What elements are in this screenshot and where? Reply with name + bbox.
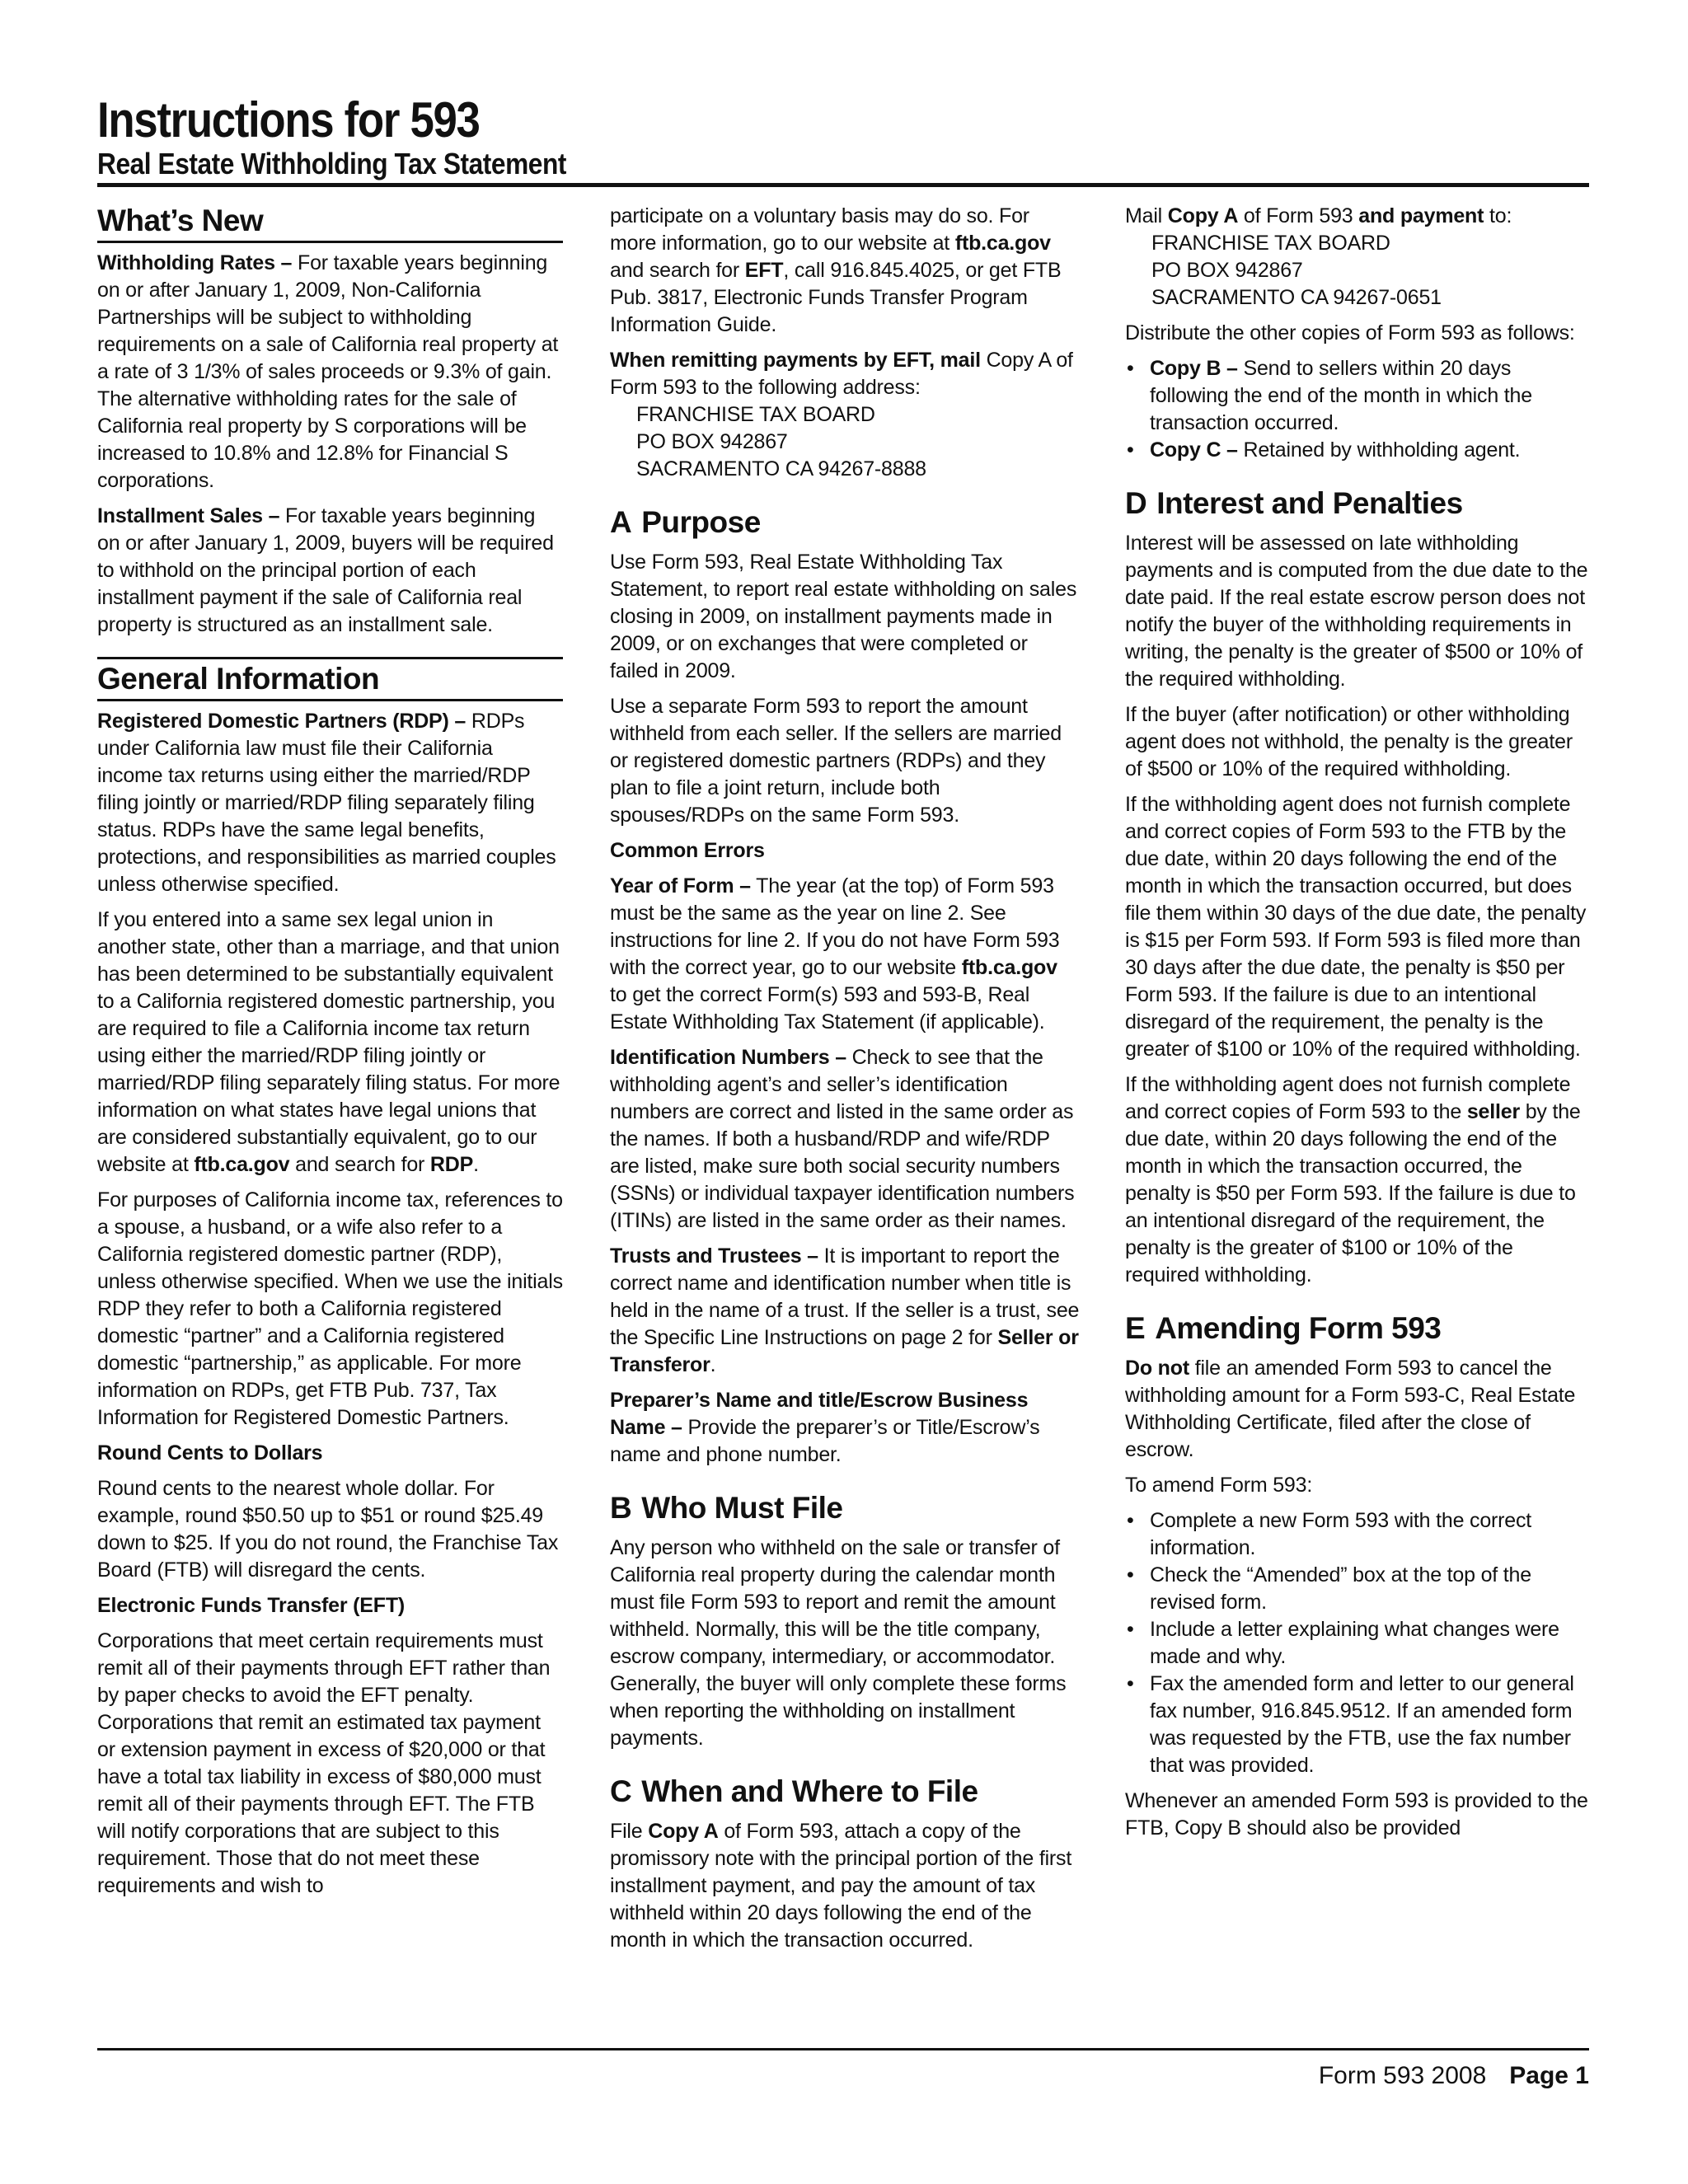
mail-copy-a-paragraph — [1125, 203, 1591, 230]
identification-numbers-paragraph — [610, 1044, 1080, 1235]
rdp-legal-union-mid: and search for — [289, 1153, 430, 1176]
and-payment-label: and payment — [1358, 204, 1484, 227]
when-where-text: File — [610, 1820, 649, 1843]
mail-mid: of Form 593 — [1238, 204, 1359, 227]
column-left — [97, 203, 563, 1908]
section-letter: E — [1125, 1311, 1146, 1345]
eft-mail-paragraph — [610, 347, 1080, 401]
section-title: When and Where to File — [641, 1774, 978, 1808]
address-line: PO BOX 942867 — [1151, 259, 1303, 282]
bullet-icon: • — [1127, 438, 1134, 462]
withholding-rates-label: Withholding Rates – — [97, 251, 293, 274]
trusts-end: . — [710, 1353, 716, 1376]
interest-p4-text: If the withholding agent does not furnish complete and correct copies of Form 593 to the — [1125, 1073, 1571, 1123]
address-line: FRANCHISE TAX BOARD — [1151, 232, 1390, 255]
amending-text: file an amended Form 593 to cancel the withholding amount for a Form 593-C, Real Estate Withholding Certificate, filed after the close of escrow. — [1125, 1357, 1576, 1461]
bullet-icon: • — [1127, 1672, 1134, 1695]
list-item-text: Fax the amended form and letter to our general fax number, 916.845.9512. If an amended form was requested by the FTB, use the fax number that was provided. — [1150, 1672, 1574, 1777]
copy-c-label: Copy C – — [1150, 438, 1238, 462]
bullet-icon: • — [1127, 1618, 1134, 1641]
identification-numbers-text: Check to see that the withholding agent’s and seller’s identification numbers are correct and listed in the same order as the names. If both a husband/RDP and wife/RDP are listed, make sure both social security numbers (SSNs) or individual taxpayer identification numbers (ITINs) are listed in the same order as their names. — [610, 1046, 1075, 1232]
round-cents-heading: Round Cents to Dollars — [97, 1441, 323, 1465]
section-a-heading — [610, 504, 1080, 541]
rdp-label: Registered Domestic Partners (RDP) – — [97, 710, 467, 733]
preparer-paragraph — [610, 1387, 1080, 1469]
payment-mailing-address — [1151, 230, 1591, 312]
common-errors-heading: Common Errors — [610, 839, 765, 862]
whats-new-heading: What’s New — [97, 203, 563, 243]
list-item — [1125, 1562, 1591, 1616]
form-year-label: Form 593 2008 — [1318, 2062, 1487, 2089]
withholding-rates-text: For taxable years beginning on or after January 1, 2009, Non-California Partnerships will be subject to withholding requirements on a sale of California real property at a rate of 3 1/3% of sales proceeds or 9.3% of gain. The alternative withholding rates for the sale of California real property by S corporations will be increased to 10.8% and 12.8% for Financial S corporations. — [97, 251, 559, 492]
purpose-paragraph-1: Use Form 593, Real Estate Withholding Tax Statement, to report real estate withholding on sales closing in 2009, on installment payments made in 2009, or on exchanges that were completed or failed in 2009. — [610, 551, 1077, 682]
copy-a-label: Copy A — [1167, 204, 1239, 227]
interest-paragraph-3: If the withholding agent does not furnish complete and correct copies of Form 593 to the FTB by the due date, within 20 days following the end of the month in which the transaction occurred, but does file them within 30 days of the due date, the penalty is $15 per Form 593. If Form 593 is filed more than 30 days after the due date, the penalty is $50 per Form 593. If the failure is due to an intentional disregard of the requirement, the penalty is the greater of $100 or 10% of the required withholding. — [1125, 793, 1587, 1061]
section-letter: C — [610, 1774, 632, 1808]
preparer-label: Preparer’s Name and title/Escrow Business Name – — [610, 1389, 1029, 1439]
section-title: Amending Form 593 — [1155, 1311, 1442, 1345]
copy-b-text: Send to sellers within 20 days following the end of the month in which the transaction occurred. — [1150, 357, 1532, 434]
rdp-purposes-paragraph: For purposes of California income tax, references to a spouse, a husband, or a wife also refer to a California registered domestic partner (RDP), unless otherwise specified. When we use the initials RDP they refer to both a California registered domestic “partner” and a California registered domestic “partnership,” as applicable. For more information on RDPs, get FTB Pub. 737, Tax Information for Registered Domestic Partners. — [97, 1188, 563, 1429]
section-c-heading — [610, 1774, 1080, 1810]
eft-heading: Electronic Funds Transfer (EFT) — [97, 1594, 406, 1617]
trusts-label: Trusts and Trustees – — [610, 1244, 818, 1268]
eft-mail-text: Copy A of Form 593 to the following address: — [610, 349, 1073, 399]
list-item — [1125, 437, 1591, 464]
list-item — [1125, 355, 1591, 437]
eft-continued-end: , call 916.845.4025, or get FTB Pub. 3817, Electronic Funds Transfer Program Information Guide. — [610, 259, 1062, 336]
address-line: SACRAMENTO CA 94267-0651 — [1151, 286, 1442, 309]
seller-label: seller — [1466, 1100, 1520, 1123]
year-of-form-end: to get the correct Form(s) 593 and 593-B, Real Estate Withholding Tax Statement (if applicable). — [610, 983, 1045, 1033]
withholding-rates-paragraph — [97, 250, 563, 494]
list-item — [1125, 1616, 1591, 1671]
to-amend-paragraph: To amend Form 593: — [1125, 1474, 1313, 1497]
document-subtitle: Real Estate Withholding Tax Statement — [97, 147, 567, 180]
section-d-heading — [1125, 485, 1591, 522]
mail-end: to: — [1484, 204, 1512, 227]
interest-paragraph-2: If the buyer (after notification) or other withholding agent does not withhold, the penalty is the greater of $500 or 10% of the required withholding. — [1125, 703, 1573, 780]
eft-mailing-address — [636, 401, 1080, 483]
list-item-text: Complete a new Form 593 with the correct information. — [1150, 1509, 1532, 1559]
distribute-paragraph: Distribute the other copies of Form 593 as follows: — [1125, 321, 1575, 344]
section-title: Who Must File — [641, 1491, 843, 1525]
rdp-text: RDPs under California law must file their California income tax returns using either the married/RDP filing jointly or married/RDP filing separately filing status. RDPs have the same legal benefits, protections, and responsibilities as married couples unless otherwise specified. — [97, 710, 556, 896]
interest-p4-end: by the due date, within 20 days following the end of the month in which the transaction occurred, the penalty is $50 per Form 593. If the failure is due to an intentional disregard of the requirement, the penalty is the greater of $100 or 10% of the required withholding. — [1125, 1100, 1581, 1286]
installment-sales-label: Installment Sales – — [97, 504, 280, 527]
section-letter: D — [1125, 486, 1147, 520]
when-where-end: of Form 593, attach a copy of the promissory note with the principal portion of the first installment payment, and pay the amount of tax withheld within 20 days following the end of the month in which the transaction occurred. — [610, 1820, 1072, 1952]
header-rule — [97, 183, 1589, 187]
copy-b-label: Copy B – — [1150, 357, 1238, 380]
year-of-form-text: The year (at the top) of Form 593 must be the same as the year on line 2. See instructions for line 2. If you do not have Form 593 with the correct year, go to our website — [610, 874, 1060, 979]
preparer-text: Provide the preparer’s or Title/Escrow’s name and phone number. — [610, 1416, 1040, 1466]
do-not-label: Do not — [1125, 1357, 1189, 1380]
address-line: FRANCHISE TAX BOARD — [636, 403, 875, 426]
general-information-heading: General Information — [97, 657, 563, 701]
eft-continued-text: participate on a voluntary basis may do so. For more information, go to our website at — [610, 204, 1029, 255]
bullet-icon: • — [1127, 1563, 1134, 1586]
list-item-text: Check the “Amended” box at the top of the revised form. — [1150, 1563, 1531, 1614]
interest-paragraph-1: Interest will be assessed on late withholding payments and is computed from the due date to the date paid. If the real estate escrow person does not notify the buyer of the withholding requirements in writing, the penalty is the greater of $500 or 10% of the required withholding. — [1125, 532, 1588, 691]
section-title: Interest and Penalties — [1156, 486, 1463, 520]
eft-continued-paragraph — [610, 203, 1080, 339]
copy-a-label: Copy A — [648, 1820, 719, 1843]
column-right — [1125, 203, 1591, 1850]
page-footer — [1319, 2060, 1589, 2092]
amending-paragraph-1 — [1125, 1355, 1591, 1464]
section-e-heading — [1125, 1310, 1591, 1347]
round-cents-paragraph: Round cents to the nearest whole dollar. For example, round $50.50 up to $51 or round $25.49 down to $25. If you do not round, the Franchise Tax Board (FTB) will disregard the cents. — [97, 1477, 559, 1582]
search-term: RDP — [429, 1153, 474, 1176]
rdp-legal-union-text: If you entered into a same sex legal union in another state, other than a marriage, and that union has been determined to be substantially equivalent to a California registered domestic partnership, you are required to file a California income tax return using either the married/RDP filing jointly or married/RDP filing separately filing status. For more information on what states have legal unions that are considered substantially equivalent, go to our website at — [97, 908, 560, 1176]
column-middle — [610, 203, 1080, 1962]
year-of-form-paragraph — [610, 873, 1080, 1036]
rdp-legal-union-end: . — [473, 1153, 479, 1176]
installment-sales-paragraph — [97, 503, 563, 639]
list-item — [1125, 1671, 1591, 1779]
search-term: EFT — [744, 259, 784, 282]
bullet-icon: • — [1127, 357, 1134, 380]
footer-rule — [97, 2048, 1589, 2050]
amended-copy-b-paragraph: Whenever an amended Form 593 is provided to the FTB, Copy B should also be provided — [1125, 1789, 1588, 1840]
amend-steps-list — [1125, 1507, 1591, 1779]
copy-c-text: Retained by withholding agent. — [1237, 438, 1521, 462]
who-must-file-paragraph: Any person who withheld on the sale or transfer of California real property during the calendar month must file Form 593 to report and remit the amount withheld. Normally, this will be the title company, escrow company, intermediary, or accommodator. Generally, the buyer will only complete these forms when reporting the withholding on installment payments. — [610, 1536, 1067, 1750]
identification-numbers-label: Identification Numbers – — [610, 1046, 846, 1069]
mail-text: Mail — [1125, 204, 1168, 227]
interest-paragraph-4 — [1125, 1071, 1591, 1289]
copies-list — [1125, 355, 1591, 464]
trusts-text: It is important to report the correct name and identification number when title is held in the name of a trust. If the seller is a trust, see the Specific Line Instructions on page 2 for — [610, 1244, 1080, 1349]
trusts-paragraph — [610, 1243, 1080, 1379]
website-link[interactable]: ftb.ca.gov — [961, 956, 1057, 979]
address-line: SACRAMENTO CA 94267-8888 — [636, 457, 926, 480]
purpose-paragraph-2: Use a separate Form 593 to report the amount withheld from each seller. If the sellers are married or registered domestic partners (RDPs) and they plan to file a joint return, include both spouses/RDPs on the same Form 593. — [610, 695, 1062, 827]
list-item-text: Include a letter explaining what changes were made and why. — [1150, 1618, 1559, 1668]
address-line: PO BOX 942867 — [636, 430, 788, 453]
section-letter: B — [610, 1491, 632, 1525]
section-title: Purpose — [641, 505, 761, 539]
list-item — [1125, 1507, 1591, 1562]
eft-continued-mid: and search for — [610, 259, 745, 282]
year-of-form-label: Year of Form – — [610, 874, 751, 898]
section-letter: A — [610, 505, 632, 539]
section-b-heading — [610, 1490, 1080, 1526]
eft-mail-label: When remitting payments by EFT, mail — [610, 349, 981, 372]
rdp-paragraph — [97, 708, 563, 898]
page-number: Page 1 — [1509, 2062, 1589, 2089]
eft-paragraph: Corporations that meet certain requirements must remit all of their payments through EFT rather than by paper checks to avoid the EFT penalty. Corporations that remit an estimated tax payment or extension payment in excess of $20,000 or that have a total tax liability in excess of $80,000 must remit all of their payments through EFT. The FTB will notify corporations that are subject to this requirement. Those that do not meet these requirements and wish to — [97, 1629, 551, 1897]
trusts-reference: Seller or Transferor — [610, 1326, 1079, 1376]
installment-sales-text: For taxable years beginning on or after January 1, 2009, buyers will be required to withhold on the principal portion of each installment payment if the sale of California real property is structured as an installment sale. — [97, 504, 554, 636]
website-link[interactable]: ftb.ca.gov — [954, 232, 1051, 255]
document-title: Instructions for 593 — [97, 92, 480, 148]
bullet-icon: • — [1127, 1509, 1134, 1532]
website-link[interactable]: ftb.ca.gov — [194, 1153, 290, 1176]
when-where-paragraph — [610, 1818, 1080, 1954]
rdp-legal-union-paragraph — [97, 907, 563, 1179]
